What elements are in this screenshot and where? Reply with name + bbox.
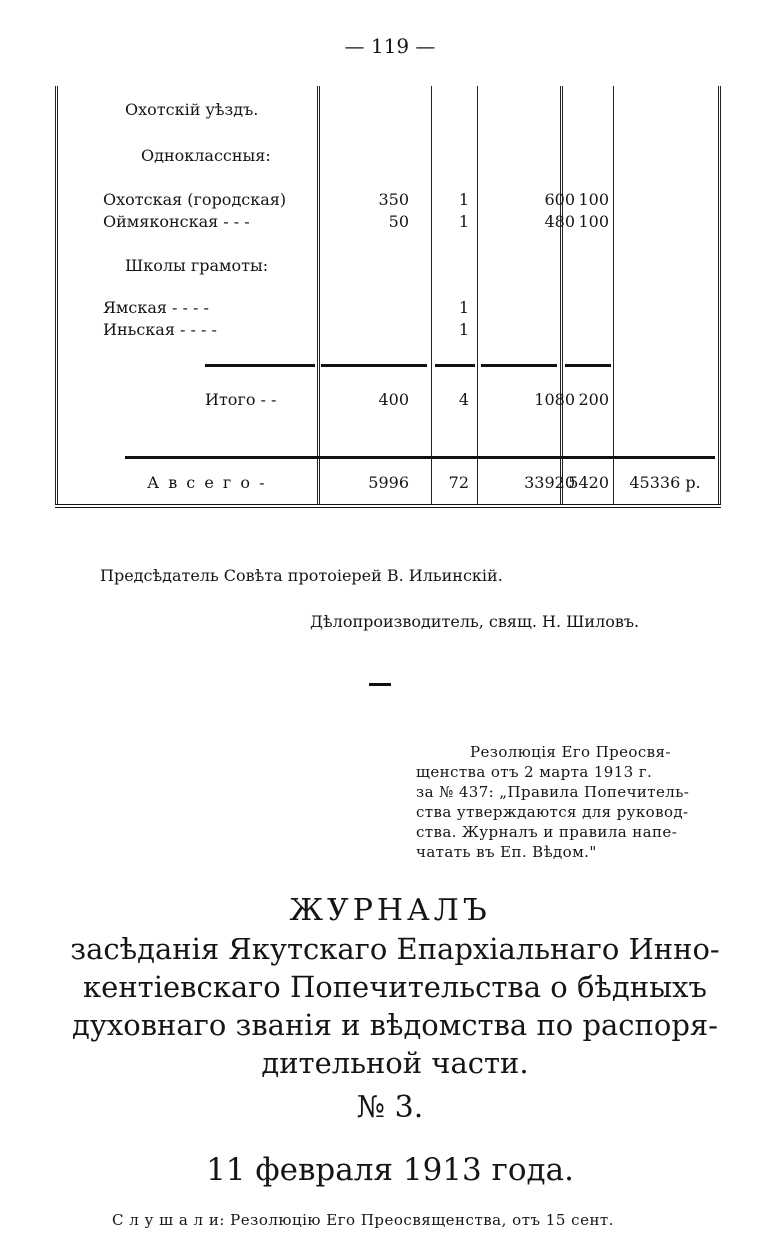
district-title: Охотскій уѣздъ. bbox=[125, 100, 259, 119]
journal-date: 11 февраля 1913 года. bbox=[206, 1152, 574, 1188]
resolution-line: Резолюція Его Преосвя- bbox=[470, 743, 671, 761]
clerk-signature: Дѣлопроизводитель, свящ. Н. Шиловъ. bbox=[310, 612, 640, 631]
resolution-line: чатать въ Еп. Вѣдом." bbox=[416, 843, 597, 861]
grand-total-rule bbox=[125, 456, 715, 459]
section-divider bbox=[369, 683, 391, 686]
table-bottom-border bbox=[55, 504, 721, 508]
chairman-signature: Предсѣдатель Совѣта протоіерей В. Ильинскій. bbox=[100, 566, 503, 585]
subtitle-line: духовнаго званія и вѣдомства по распоря- bbox=[71, 1008, 718, 1042]
total-row: Итого - - 400 4 1080 200 bbox=[205, 390, 609, 409]
subtitle-line: кентіевскаго Попечительства о бѣдныхъ bbox=[83, 970, 707, 1004]
total-rule bbox=[481, 364, 557, 367]
section-heading: Школы грамоты: bbox=[125, 256, 269, 275]
listened-line: С л у ш а л и: Резолюцію Его Преосвященства, отъ 15 сент. bbox=[112, 1211, 615, 1229]
journal-number: № 3. bbox=[356, 1090, 424, 1125]
schools-table bbox=[55, 86, 726, 514]
page-number: — 119 — bbox=[344, 34, 436, 58]
resolution-line: за № 437: „Правила Попечитель- bbox=[416, 783, 690, 801]
table-row: Иньская - - - - 1 bbox=[103, 320, 469, 339]
total-rule bbox=[435, 364, 475, 367]
journal-title: ЖУРНАЛЪ bbox=[289, 893, 491, 928]
resolution-line: ства утверждаются для руковод- bbox=[416, 803, 689, 821]
total-rule bbox=[205, 364, 315, 367]
table-row: Охотская (городская) 350 1 600 100 bbox=[103, 190, 609, 209]
total-rule bbox=[321, 364, 427, 367]
total-rule bbox=[565, 364, 611, 367]
subtitle-line: засѣданія Якутскаго Епархіальнаго Инно- bbox=[70, 932, 720, 966]
journal-subtitle bbox=[50, 930, 740, 1082]
section-heading: Одноклассныя: bbox=[141, 146, 271, 165]
grand-total-row: А в с е г о - 5996 72 33920 5420 45336 р. bbox=[147, 473, 701, 492]
subtitle-line: дительной части. bbox=[261, 1046, 529, 1080]
resolution-line: щенства отъ 2 марта 1913 г. bbox=[416, 763, 653, 781]
resolution-note bbox=[416, 742, 726, 862]
table-row: Ямская - - - - 1 bbox=[103, 298, 469, 317]
resolution-line: ства. Журналъ и правила напе- bbox=[416, 823, 678, 841]
table-row: Оймяконская - - - 50 1 480 100 bbox=[103, 212, 609, 231]
